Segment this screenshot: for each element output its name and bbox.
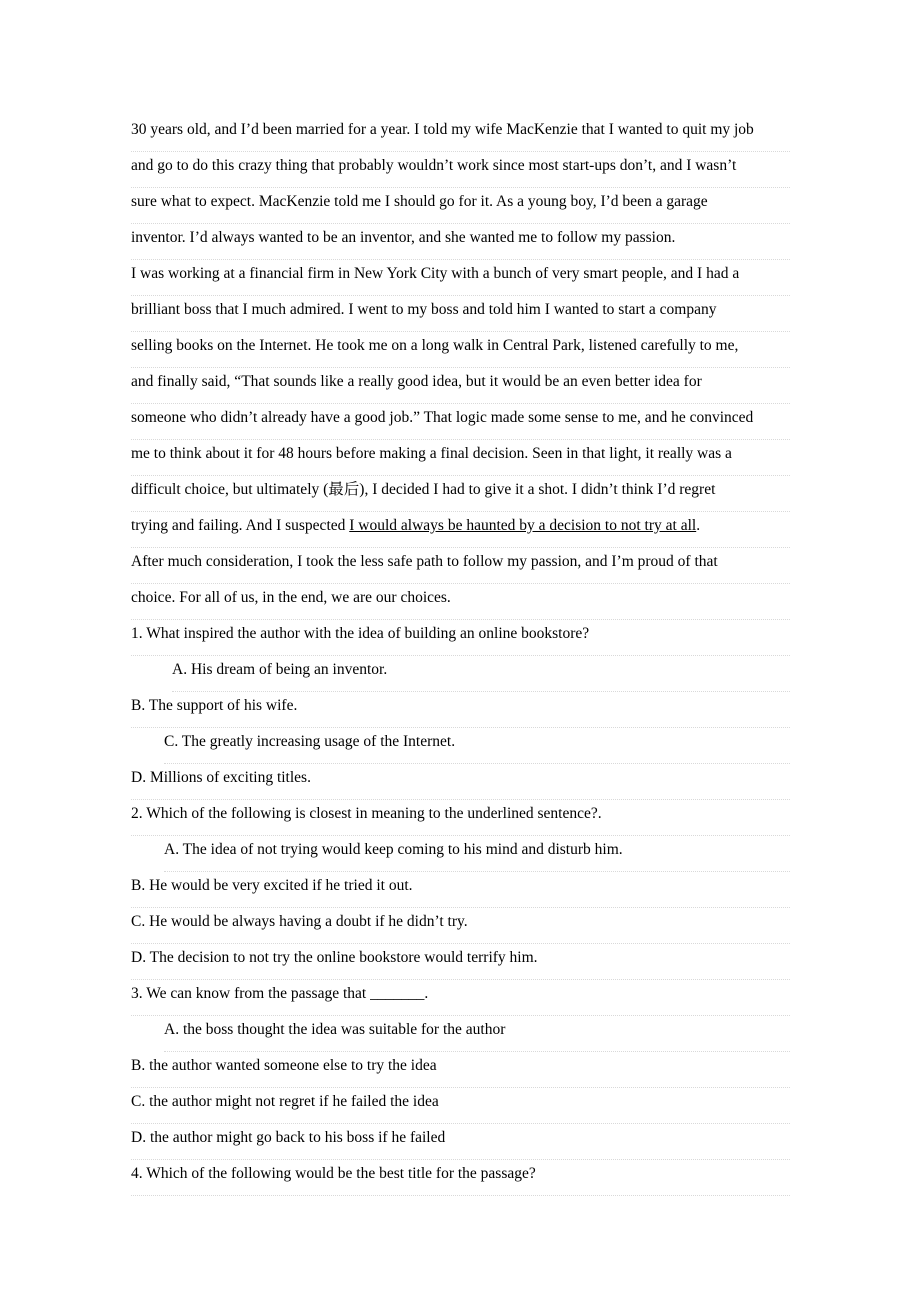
answer-option: C. He would be always having a doubt if he didn’t try. <box>131 908 790 944</box>
passage-line: brilliant boss that I much admired. I went to my boss and told him I wanted to start a company <box>131 296 790 332</box>
answer-option: C. The greatly increasing usage of the Internet. <box>164 728 790 764</box>
answer-option: B. The support of his wife. <box>131 692 790 728</box>
answer-option: A. His dream of being an inventor. <box>172 656 790 692</box>
passage-line <box>131 512 790 548</box>
passage-line: difficult choice, but ultimately (最后), I decided I had to give it a shot. I didn’t think I’d regret <box>131 476 790 512</box>
passage-line: someone who didn’t already have a good job.” That logic made some sense to me, and he convinced <box>131 404 790 440</box>
passage-line: inventor. I’d always wanted to be an inventor, and she wanted me to follow my passion. <box>131 224 790 260</box>
answer-option: D. The decision to not try the online bookstore would terrify him. <box>131 944 790 980</box>
passage-line: 30 years old, and I’d been married for a year. I told my wife MacKenzie that I wanted to quit my job <box>131 116 790 152</box>
question-stem: 3. We can know from the passage that _______. <box>131 980 790 1016</box>
passage-line: and go to do this crazy thing that probably wouldn’t work since most start-ups don’t, and I wasn’t <box>131 152 790 188</box>
question-stem: 2. Which of the following is closest in meaning to the underlined sentence?. <box>131 800 790 836</box>
question-stem: 1. What inspired the author with the idea of building an online bookstore? <box>131 620 790 656</box>
passage-line: and finally said, “That sounds like a really good idea, but it would be an even better idea for <box>131 368 790 404</box>
answer-option: C. the author might not regret if he failed the idea <box>131 1088 790 1124</box>
passage-text: trying and failing. And I suspected <box>131 517 350 534</box>
underlined-sentence: I would always be haunted by a decision to not try at all <box>349 517 697 534</box>
passage-line: I was working at a financial firm in New York City with a bunch of very smart people, and I had a <box>131 260 790 296</box>
answer-option: A. the boss thought the idea was suitable for the author <box>164 1016 790 1052</box>
answer-option: B. the author wanted someone else to try the idea <box>131 1052 790 1088</box>
question-stem: 4. Which of the following would be the best title for the passage? <box>131 1160 790 1196</box>
passage-line: choice. For all of us, in the end, we are our choices. <box>131 584 790 620</box>
answer-option: B. He would be very excited if he tried it out. <box>131 872 790 908</box>
passage-line: After much consideration, I took the less safe path to follow my passion, and I’m proud of that <box>131 548 790 584</box>
answer-option: A. The idea of not trying would keep coming to his mind and disturb him. <box>164 836 790 872</box>
passage-line: selling books on the Internet. He took me on a long walk in Central Park, listened carefully to me, <box>131 332 790 368</box>
answer-option: D. Millions of exciting titles. <box>131 764 790 800</box>
passage-line: me to think about it for 48 hours before making a final decision. Seen in that light, it really was a <box>131 440 790 476</box>
passage-text: . <box>696 517 701 534</box>
passage-line: sure what to expect. MacKenzie told me I should go for it. As a young boy, I’d been a garage <box>131 188 790 224</box>
answer-option: D. the author might go back to his boss if he failed <box>131 1124 790 1160</box>
